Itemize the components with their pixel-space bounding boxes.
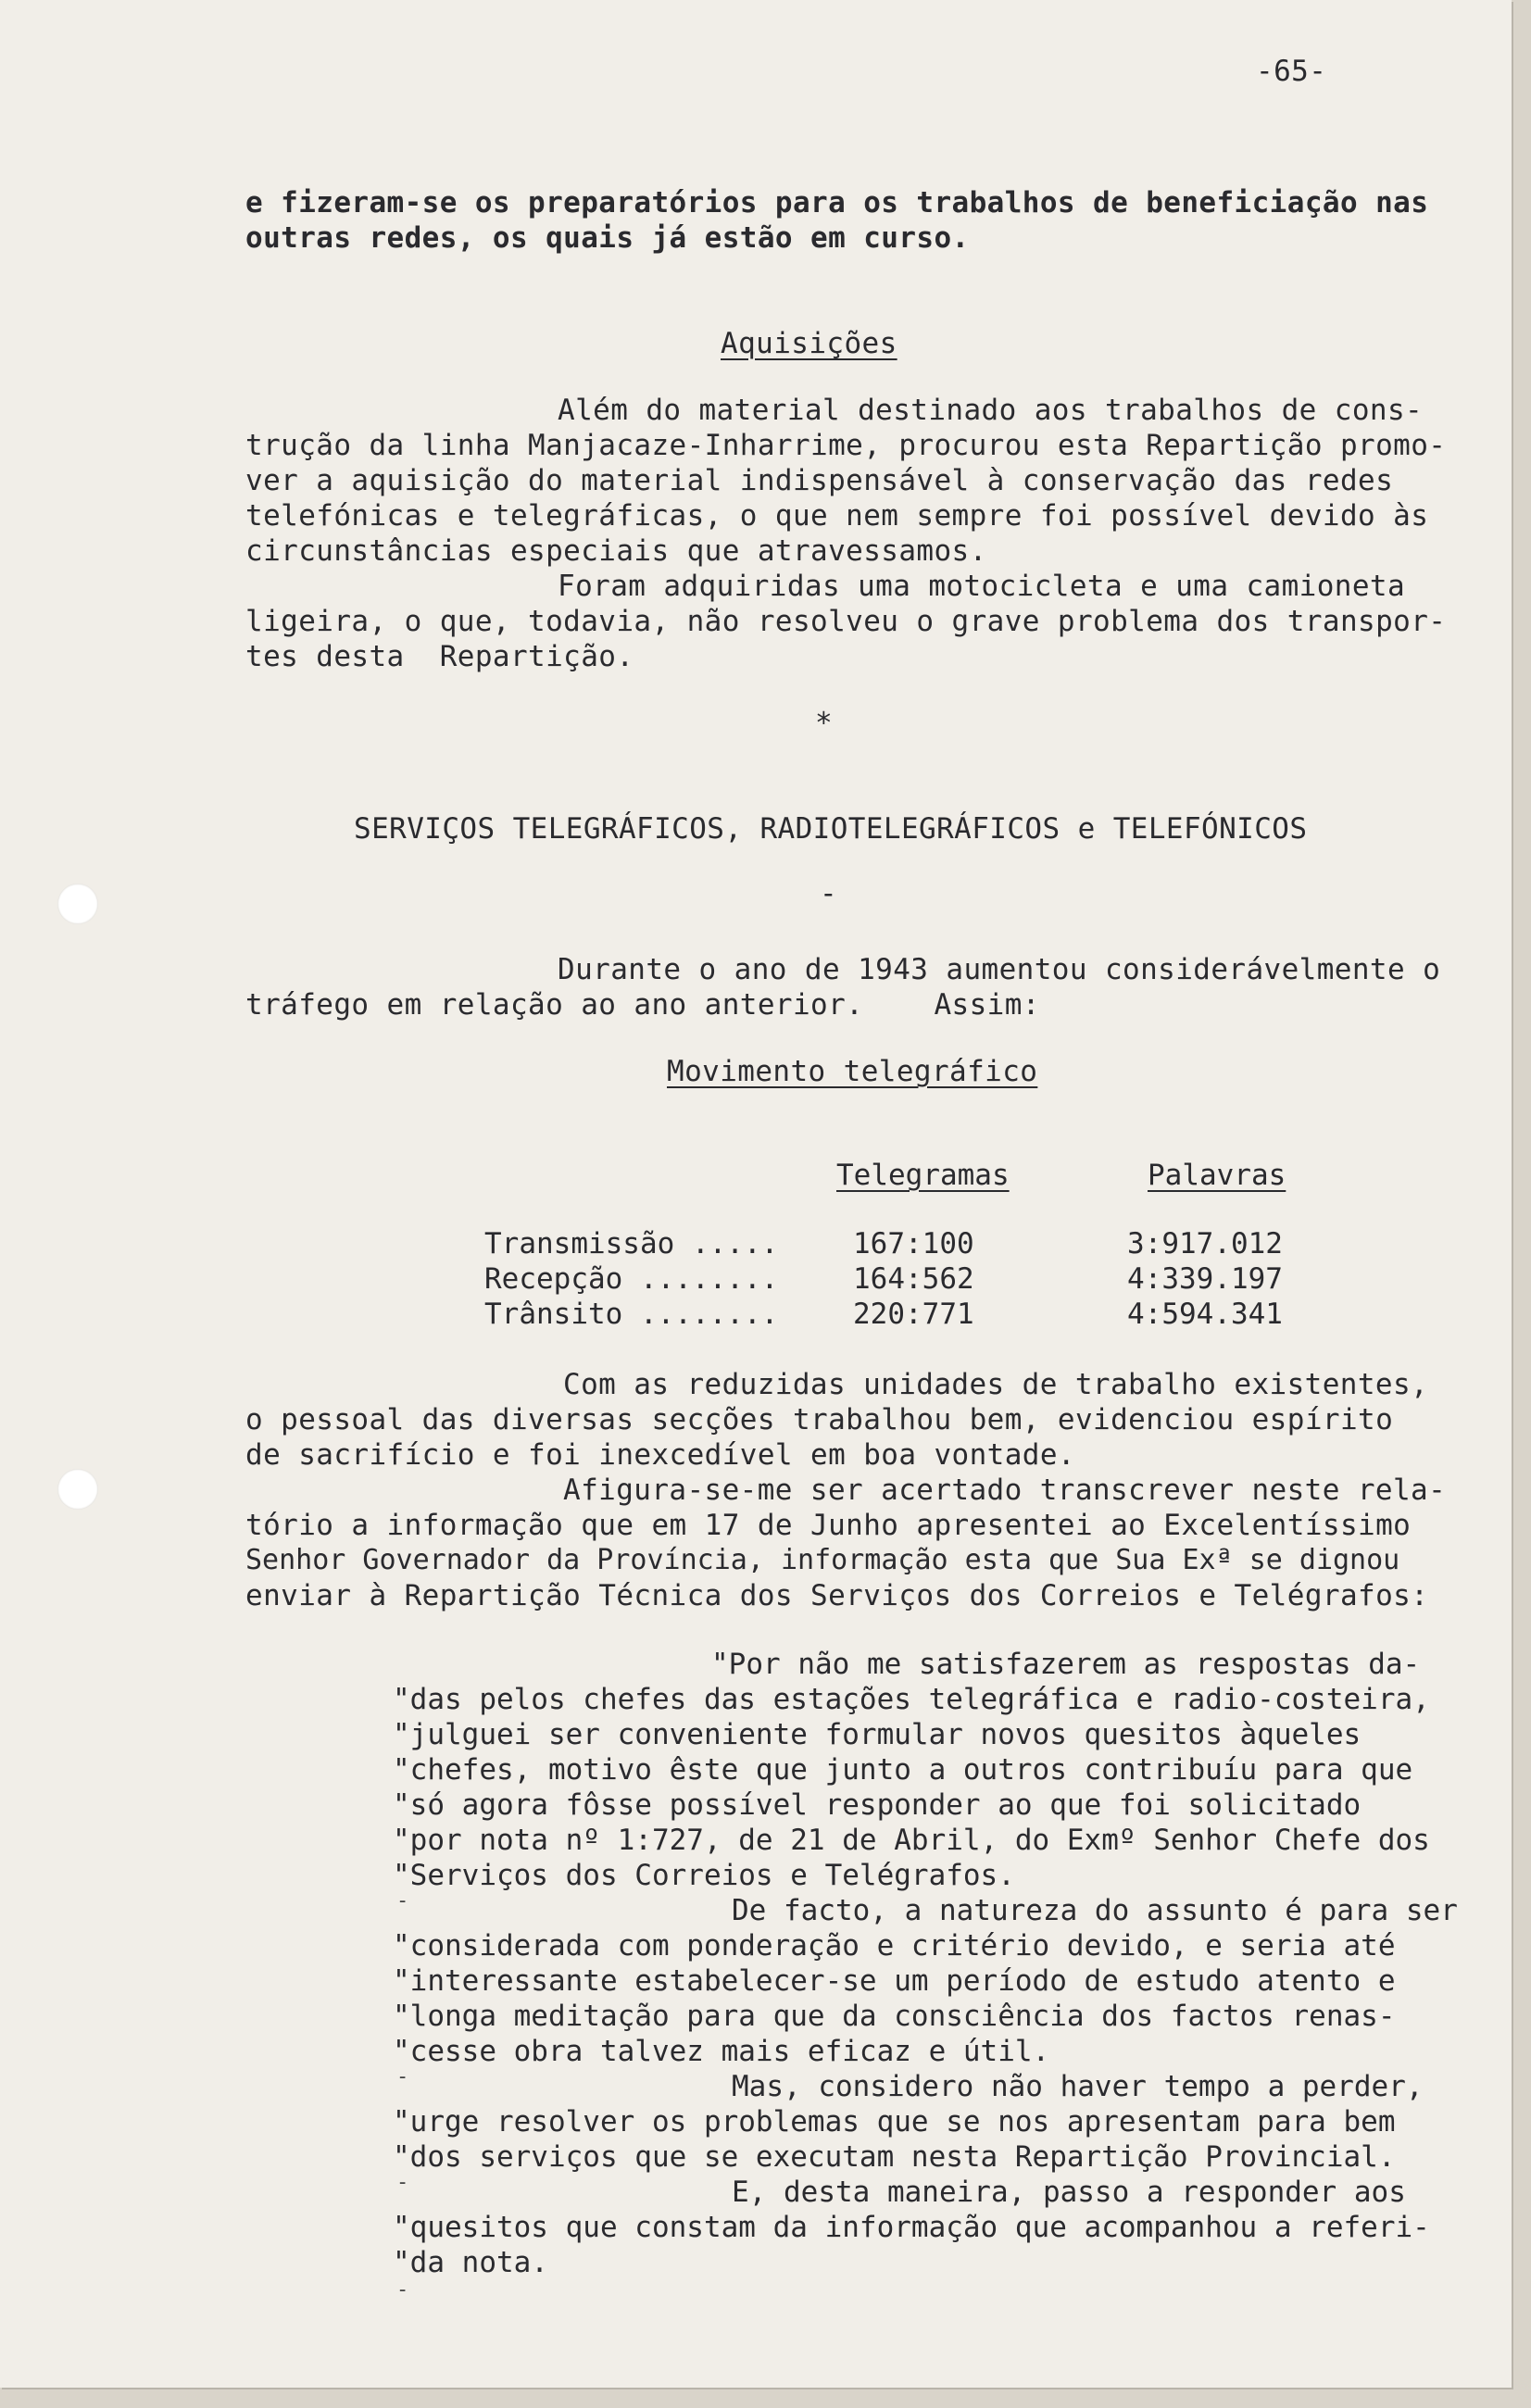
- paragraph-line: tório a informação que em 17 de Junho apresentei ao Excelentíssimo: [245, 1509, 1412, 1542]
- quote-line: "considerada com ponderação e critério devido, e seria até: [393, 1929, 1396, 1963]
- quote-line: "Serviços dos Correios e Telégrafos.: [393, 1859, 1015, 1892]
- row-label: Recepção ........: [484, 1262, 779, 1296]
- page-number: -65-: [1256, 55, 1327, 88]
- telegramas-value: 167:100: [853, 1227, 974, 1260]
- quote-line: "da nota.: [393, 2246, 548, 2279]
- quote-line: "das pelos chefes das estações telegráfica e radio-costeira,: [393, 1683, 1430, 1716]
- paragraph-line: Além do material destinado aos trabalhos de cons-: [558, 394, 1424, 427]
- row-label: Trânsito ........: [484, 1298, 779, 1331]
- paragraph-line: circunstâncias especiais que atravessamos.: [245, 534, 987, 568]
- paragraph-line: trução da linha Manjacaze-Inharrime, procurou esta Repartição promo-: [245, 429, 1447, 462]
- quote-line: E, desta maneira, passo a responder aos: [732, 2176, 1406, 2209]
- quote-line: "cesse obra talvez mais eficaz e útil.: [393, 2035, 1050, 2068]
- palavras-value: 4:339.197: [1127, 1262, 1283, 1296]
- continuation-mark: -: [396, 2065, 409, 2088]
- column-header: Palavras: [1148, 1159, 1286, 1192]
- paragraph-line: ligeira, o que, todavia, não resolveu o grave problema dos transpor-: [245, 605, 1447, 638]
- paragraph-line: de sacrifício e foi inexcedível em boa vontade.: [245, 1438, 1075, 1472]
- paragraph-line: o pessoal das diversas secções trabalhou bem, evidenciou espírito: [245, 1403, 1394, 1436]
- palavras-value: 3:917.012: [1127, 1227, 1283, 1260]
- quote-line: "por nota nº 1:727, de 21 de Abril, do Exmº Senhor Chefe dos: [393, 1824, 1430, 1857]
- section-heading: Aquisições: [721, 327, 897, 360]
- quote-line: "só agora fôsse possível responder ao que foi solicitado: [393, 1788, 1362, 1822]
- table-title: Movimento telegráfico: [667, 1055, 1038, 1088]
- paragraph-line: enviar à Repartição Técnica dos Serviços dos Correios e Telégrafos:: [245, 1579, 1429, 1612]
- palavras-value: 4:594.341: [1127, 1298, 1283, 1331]
- column-header: Telegramas: [836, 1159, 1010, 1192]
- quote-line: "dos serviços que se executam nesta Repartição Provincial.: [393, 2140, 1396, 2174]
- quote-line: "urge resolver os problemas que se nos apresentam para bem: [393, 2105, 1396, 2138]
- paragraph-line: tráfego em relação ao ano anterior. Assim:: [245, 988, 1040, 1022]
- quote-line: "Por não me satisfazerem as respostas da-: [711, 1648, 1421, 1681]
- quote-line: "chefes, motivo êste que junto a outros contribuíu para que: [393, 1753, 1413, 1787]
- paragraph-line: telefónicas e telegráficas, o que nem sempre foi possível devido às: [245, 499, 1429, 533]
- paragraph-line: Foram adquiridas uma motocicleta e uma camioneta: [558, 570, 1406, 603]
- continuation-mark: -: [396, 1889, 409, 1913]
- continuation-mark: -: [396, 2278, 409, 2301]
- paragraph-line: ver a aquisição do material indispensável à conservação das redes: [245, 464, 1394, 497]
- paragraph-line: Senhor Governador da Província, informação esta que Sua Exª se dignou: [245, 1544, 1400, 1576]
- quote-line: "longa meditação para que da consciência dos factos renas-: [393, 2000, 1396, 2033]
- quote-line: "julguei ser conveniente formular novos quesitos àqueles: [393, 1718, 1362, 1751]
- continuation-mark: -: [396, 2171, 409, 2194]
- separator-asterisk: *: [815, 707, 834, 740]
- paragraph-line: Afigura-se-me ser acertado transcrever neste rela-: [563, 1474, 1447, 1507]
- section-heading: SERVIÇOS TELEGRÁFICOS, RADIOTELEGRÁFICOS e TELEFÓNICOS: [354, 812, 1308, 846]
- quote-line: "interessante estabelecer-se um período de estudo atento e: [393, 1964, 1396, 1998]
- section-dash: -: [820, 877, 838, 910]
- telegramas-value: 164:562: [853, 1262, 974, 1296]
- row-label: Transmissão .....: [484, 1227, 779, 1260]
- paragraph-line: Com as reduzidas unidades de trabalho existentes,: [563, 1368, 1429, 1401]
- quote-line: "quesitos que constam da informação que acompanhou a referi-: [393, 2211, 1430, 2244]
- quote-line: Mas, considero não haver tempo a perder,: [732, 2070, 1424, 2103]
- paragraph-line: Durante o ano de 1943 aumentou considerávelmente o: [558, 953, 1441, 986]
- quote-line: De facto, a natureza do assunto é para ser: [732, 1894, 1458, 1927]
- telegramas-value: 220:771: [853, 1298, 974, 1331]
- paragraph-line: tes desta Repartição.: [245, 640, 634, 673]
- intro-line: e fizeram-se os preparatórios para os trabalhos de beneficiação nas: [245, 186, 1429, 219]
- intro-line: outras redes, os quais já estão em curso.: [245, 221, 970, 255]
